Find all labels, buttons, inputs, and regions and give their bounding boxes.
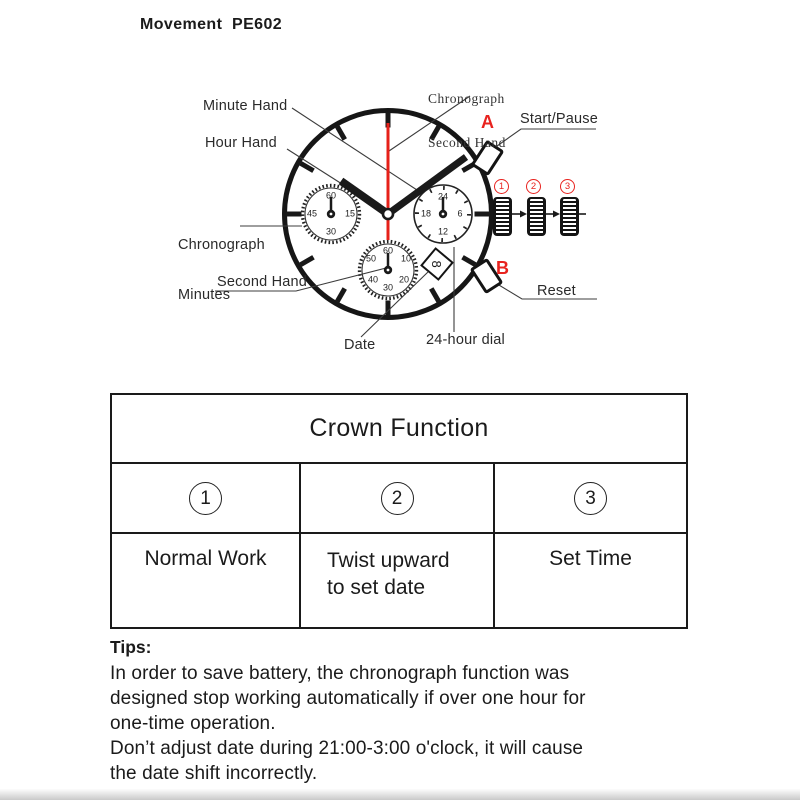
- subdial-num: 15: [344, 208, 356, 219]
- minute-hand-label: Minute Hand: [203, 98, 288, 114]
- position-3-badge: 3: [574, 482, 607, 515]
- table-position-row: [112, 464, 686, 534]
- crown-position-1-badge: 1: [494, 179, 509, 194]
- subdial-num: 24: [437, 191, 449, 202]
- reset-label: Reset: [537, 283, 576, 299]
- start-pause-label: Start/Pause: [520, 111, 598, 127]
- table-cell-position-3: [495, 464, 686, 532]
- watch-diagram: [0, 0, 800, 390]
- leader-minute-hand: [292, 108, 417, 190]
- subdial-num: 40: [367, 274, 379, 285]
- subdial-num: 10: [400, 253, 412, 264]
- subdial-num: 6: [457, 208, 463, 219]
- crown-position-2: [527, 197, 546, 236]
- table-cell-function-2: [299, 534, 495, 627]
- subdial-num: 30: [325, 226, 337, 237]
- table-function-row: [112, 534, 686, 627]
- crown-position-2-badge: 2: [526, 179, 541, 194]
- date-value: 8: [429, 260, 445, 268]
- subdial-num: 45: [306, 208, 318, 219]
- arrow-head-1: [520, 211, 527, 218]
- tips-line: one-time operation.: [110, 713, 276, 734]
- subdial-num: 60: [325, 190, 337, 201]
- 24-hour-dial-label: 24-hour dial: [426, 332, 505, 348]
- tips-heading: Tips:: [110, 637, 152, 657]
- table-cell-position-1: [112, 464, 299, 532]
- tips-line: designed stop working automatically if over one hour for: [110, 688, 586, 709]
- pusher-b-letter: B: [496, 258, 509, 278]
- function-text: Set Time: [549, 547, 632, 570]
- label-line: Chronograph: [178, 237, 265, 253]
- chronograph-second-hand-label: [428, 63, 506, 179]
- subdial-num: 50: [365, 253, 377, 264]
- label-line: Chronograph: [428, 91, 505, 106]
- page-title: Movement PE602: [140, 16, 283, 33]
- tips-line: In order to save battery, the chronograph function was: [110, 663, 570, 684]
- pusher-a-letter: A: [481, 112, 494, 132]
- subdial-num: 12: [437, 226, 449, 237]
- subdial-num: 18: [420, 208, 432, 219]
- label-line: Second Hand: [428, 134, 506, 150]
- tips-line: Don’t adjust date during 21:00-3:00 o'clock, it will cause: [110, 738, 584, 759]
- table-cell-position-2: [299, 464, 495, 532]
- label-line: Minutes: [178, 286, 231, 303]
- function-text: Twist upward to set date: [327, 549, 450, 599]
- crown-position-1: [493, 197, 512, 236]
- subdial-num: 60: [382, 245, 394, 256]
- table-title: Crown Function: [112, 395, 686, 464]
- crown-position-3: [560, 197, 579, 236]
- subdial-num: 20: [398, 274, 410, 285]
- chronograph-minutes-label: [178, 204, 265, 336]
- table-cell-function-1: [112, 534, 299, 627]
- position-1-badge: 1: [189, 482, 222, 515]
- center-hub: [383, 209, 393, 219]
- second-hand-label: Second Hand: [217, 274, 308, 290]
- tips-line: the date shift incorrectly.: [110, 763, 318, 784]
- leader-hour-hand: [287, 149, 342, 184]
- function-text: Normal Work: [144, 547, 267, 570]
- leader-start-pause: [490, 129, 596, 151]
- subdial-num: 30: [382, 282, 394, 293]
- arrow-head-2: [553, 211, 560, 218]
- date-label: Date: [344, 337, 376, 353]
- page-bottom-edge: [0, 789, 800, 800]
- crown-function-table: [110, 393, 688, 629]
- tips-section: [110, 637, 700, 786]
- table-cell-function-3: [495, 534, 686, 627]
- hour-hand-label: Hour Hand: [205, 135, 277, 151]
- crown-position-3-badge: 3: [560, 179, 575, 194]
- position-2-badge: 2: [381, 482, 414, 515]
- diagram-linework: [0, 0, 800, 390]
